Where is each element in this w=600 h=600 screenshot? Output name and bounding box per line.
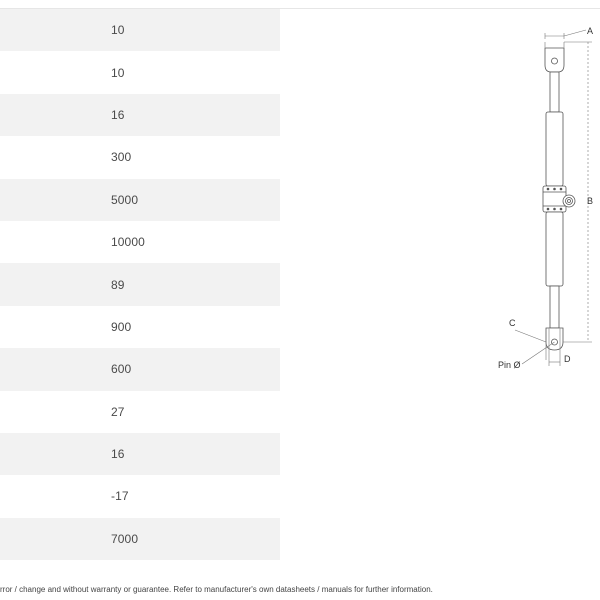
spec-row bbox=[0, 348, 280, 390]
spec-row bbox=[0, 433, 280, 475]
dimension-label-c: C bbox=[509, 318, 516, 328]
spec-label bbox=[0, 179, 100, 221]
spec-row bbox=[0, 221, 280, 263]
spec-row bbox=[0, 475, 280, 517]
spec-table bbox=[0, 9, 280, 560]
spec-row bbox=[0, 263, 280, 305]
actuator-diagram bbox=[490, 20, 600, 380]
spec-row bbox=[0, 179, 280, 221]
dimension-label-pin: Pin Ø bbox=[498, 360, 521, 370]
disclaimer-text: rror / change and without warranty or guarantee. Refer to manufacturer's own datasheets / manuals for further information. bbox=[0, 585, 433, 594]
spec-row bbox=[0, 51, 280, 93]
dimension-label-a: A bbox=[587, 26, 594, 36]
spec-row bbox=[0, 136, 280, 178]
spec-row bbox=[0, 391, 280, 433]
spec-value: 5000 bbox=[111, 192, 139, 207]
spec-value: 7000 bbox=[111, 531, 139, 546]
spec-label bbox=[0, 9, 100, 51]
actuator-drawing bbox=[490, 20, 600, 380]
spec-value: 10 bbox=[111, 23, 125, 38]
lower-housing bbox=[546, 212, 563, 286]
spec-label bbox=[0, 51, 100, 93]
spec-row bbox=[0, 518, 280, 560]
spec-value: 10000 bbox=[111, 235, 145, 250]
side-motor bbox=[563, 195, 575, 207]
spec-row bbox=[0, 306, 280, 348]
spec-value: 16 bbox=[111, 107, 125, 122]
spec-value: -17 bbox=[111, 489, 129, 504]
upper-rod bbox=[550, 72, 559, 112]
spec-value: 89 bbox=[111, 277, 125, 292]
spec-label bbox=[0, 391, 100, 433]
spec-label bbox=[0, 136, 100, 178]
spec-row bbox=[0, 94, 280, 136]
spec-value: 27 bbox=[111, 404, 125, 419]
spec-label bbox=[0, 348, 100, 390]
lower-rod bbox=[550, 286, 559, 328]
spec-label bbox=[0, 433, 100, 475]
spec-value: 300 bbox=[111, 150, 132, 165]
upper-housing bbox=[546, 112, 563, 186]
dimension-label-b: B bbox=[587, 196, 594, 206]
spec-label bbox=[0, 263, 100, 305]
spec-value: 600 bbox=[111, 362, 132, 377]
spec-label bbox=[0, 221, 100, 263]
spec-value: 16 bbox=[111, 447, 125, 462]
spec-label bbox=[0, 306, 100, 348]
dimension-label-d: D bbox=[564, 354, 571, 364]
spec-label bbox=[0, 94, 100, 136]
spec-label bbox=[0, 475, 100, 517]
spec-value: 10 bbox=[111, 65, 125, 80]
spec-row bbox=[0, 9, 280, 51]
spec-value: 900 bbox=[111, 319, 132, 334]
top-clevis bbox=[545, 48, 564, 72]
spec-label bbox=[0, 518, 100, 560]
